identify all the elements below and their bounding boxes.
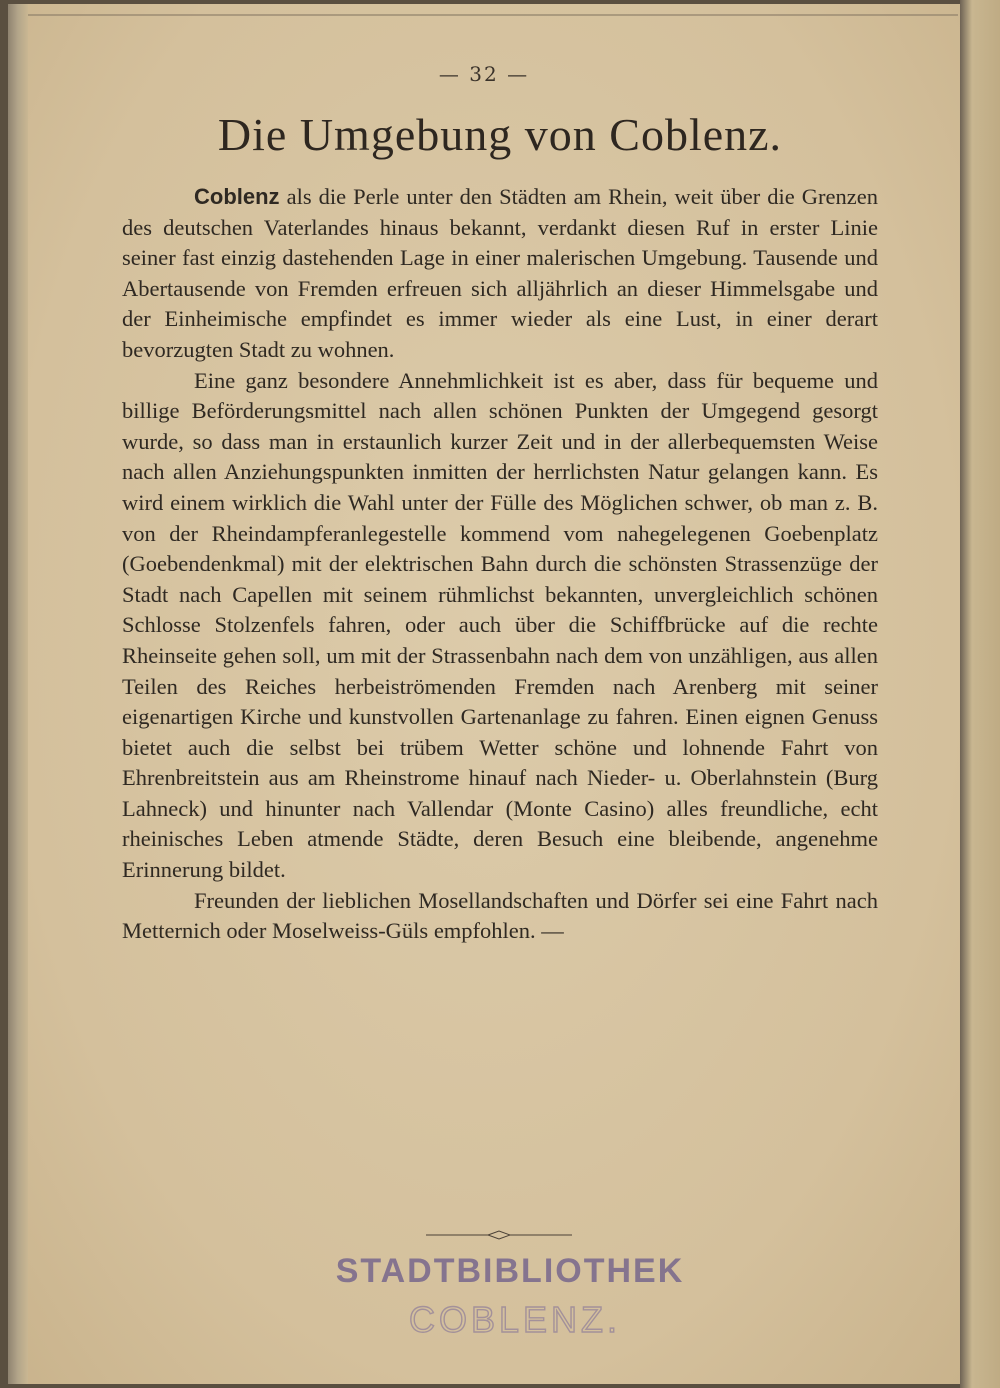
library-stamp <box>290 1242 730 1342</box>
ornamental-divider <box>426 1230 572 1240</box>
page-top-border <box>28 14 958 16</box>
page-number: — 32 — <box>438 62 530 86</box>
body-text <box>122 182 878 947</box>
paragraph-3: Freunden der lieblichen Mosellandschaften und Dörfer sei eine Fahrt nach Metternich oder Moselweiss-Güls empfohlen. — <box>122 887 878 944</box>
adjacent-page-edge <box>960 0 1000 1388</box>
paragraph-2: Eine ganz besondere Annehmlichkeit ist es aber, dass für bequeme und billige Beförderungsmittel nach allen schönen Punkten der Umgegend gesorgt wurde, so dass man in erstaunlich kurzer Zeit und in der allerbequemsten Weise nach allen Anziehungspunkten inmitten der herrlichsten Natur gelangen kann. Es wird einem wirklich die Wahl unter der Fülle des Möglichen schwer, ob man z. B. von der Rheindampferanlegestelle kommend vom nahegelegenen Goebenplatz (Goebendenkmal) mit der elektrischen Bahn durch die schönsten Strassenzüge der Stadt nach Capellen mit seinem rühmlichst bekannten, unvergleichlich schönen Schlosse Stolzenfels fahren, oder auch über die Schiffbrücke auf die rechte Rheinseite gehen soll, um mit der Strassenbahn nach dem von unzähligen, aus allen Teilen des Reiches herbeiströmenden Fremden nach Arenberg mit seiner eigenartigen Kirche und kunstvollen Gartenanlage zu fahren. Einen eignen Genuss bietet auch die selbst bei trübem Wetter schöne und lohnende Fahrt von Ehrenbreitstein aus am Rheinstrome hinauf nach Nieder- u. Oberlahnstein (Burg Lahneck) und hinunter nach Vallendar (Monte Casino) alles freundliche, echt rheinisches Leben atmende Städte, deren Besuch eine bleibende, angenehme Erinnerung bildet. <box>122 367 878 883</box>
paragraph-lead-word: Coblenz <box>194 184 280 209</box>
paragraph-1 <box>122 182 878 366</box>
paragraph-1-text: als die Perle unter den Städten am Rhein, weit über die Grenzen des deutschen Vaterlandes hinaus bekannt, verdankt diesen Ruf in erster Linie seiner fast einzig dastehenden Lage in einer malerischen Umgebung. Tausende und Abertausende von Fremden erfreuen sich alljährlich an dieser Himmelsgabe und der Einheimische empfindet es immer wieder als eine Lust, in einer derart bevorzugten Stadt zu wohnen. <box>122 184 878 362</box>
book-page <box>8 4 960 1384</box>
stamp-line-1: STADTBIBLIOTHEK <box>335 1252 685 1290</box>
stamp-line-2: COBLENZ. <box>408 1299 622 1340</box>
page-title: Die Umgebung von Coblenz. <box>217 109 783 160</box>
page-binding-shadow <box>8 4 28 1384</box>
